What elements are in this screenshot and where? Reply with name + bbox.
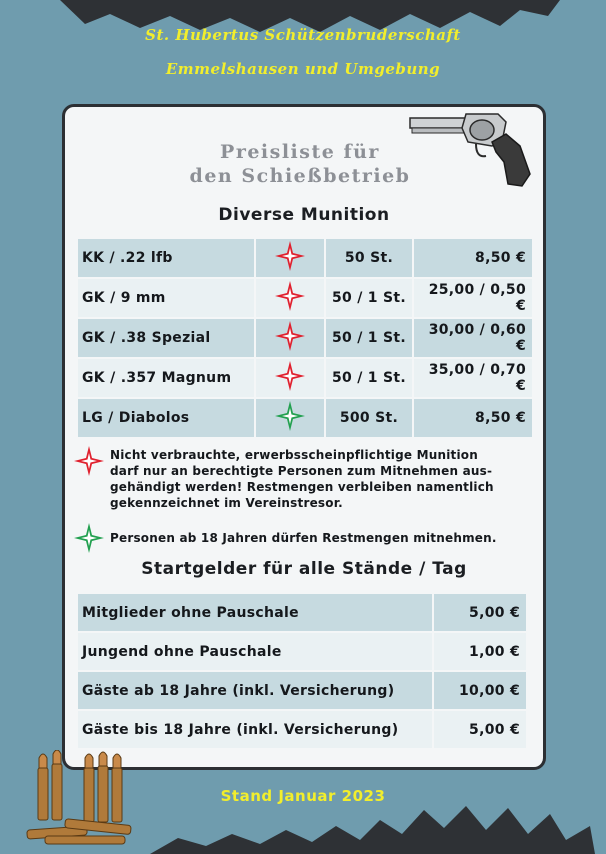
table-row [78, 594, 526, 631]
title-line-1: Preisliste für [220, 141, 380, 163]
munition-price: 30,00 / 0,60 € [414, 319, 532, 357]
fee-price: 5,00 € [434, 594, 526, 631]
startgelder-heading: Startgelder für alle Stände / Tag [141, 559, 467, 579]
munition-name: KK / .22 lfb [78, 239, 254, 277]
note-line: Nicht verbrauchte, erwerbsscheinpflichtige Munition [110, 448, 478, 462]
fee-price: 10,00 € [434, 672, 526, 709]
munition-quantity: 50 / 1 St. [326, 359, 412, 397]
fee-category: Gäste ab 18 Jahre (inkl. Versicherung) [78, 672, 432, 709]
munition-price: 8,50 € [414, 239, 532, 277]
red-star-icon [72, 444, 106, 478]
munition-heading: Diverse Munition [218, 205, 390, 225]
table-row [78, 633, 526, 670]
munition-name: GK / .357 Magnum [78, 359, 254, 397]
red-star-icon [273, 239, 307, 273]
table-row [78, 399, 532, 437]
star-icon-cell [256, 319, 324, 357]
munition-quantity: 50 / 1 St. [326, 279, 412, 317]
startgelder-table [76, 592, 528, 750]
note-line: darf nur an berechtigte Personen zum Mitnehmen aus- [110, 464, 493, 478]
fee-price: 1,00 € [434, 633, 526, 670]
table-row [78, 319, 532, 357]
green-star-icon [273, 399, 307, 433]
note-line: gehändigt werden! Restmengen verbleiben namentlich [110, 480, 494, 494]
table-row [78, 239, 532, 277]
title-line-2: den Schießbetrieb [189, 165, 411, 187]
club-name: St. Hubertus Schützenbruderschaft [145, 26, 461, 44]
munition-quantity: 50 St. [326, 239, 412, 277]
stand-date: Stand Januar 2023 [220, 787, 386, 805]
munition-quantity: 500 St. [326, 399, 412, 437]
munition-name: GK / .38 Spezial [78, 319, 254, 357]
table-row [78, 711, 526, 748]
fee-price: 5,00 € [434, 711, 526, 748]
munition-price: 25,00 / 0,50 € [414, 279, 532, 317]
munition-name: LG / Diabolos [78, 399, 254, 437]
star-icon-cell [256, 239, 324, 277]
club-location: Emmelshausen und Umgebung [165, 60, 441, 78]
munition-price: 35,00 / 0,70 € [414, 359, 532, 397]
green-star-note: Personen ab 18 Jahren dürfen Restmengen mitnehmen. [110, 531, 497, 545]
fee-category: Mitglieder ohne Pauschale [78, 594, 432, 631]
table-row [78, 359, 532, 397]
munition-name: GK / 9 mm [78, 279, 254, 317]
star-icon-cell [256, 359, 324, 397]
star-icon-cell [256, 279, 324, 317]
red-star-icon [273, 279, 307, 313]
green-star-icon [72, 521, 106, 555]
table-row [78, 672, 526, 709]
red-star-icon [273, 359, 307, 393]
munition-price: 8,50 € [414, 399, 532, 437]
munition-table [76, 237, 534, 439]
munition-quantity: 50 / 1 St. [326, 319, 412, 357]
red-star-icon [273, 319, 307, 353]
star-icon-cell [256, 399, 324, 437]
table-row [78, 279, 532, 317]
red-star-note [110, 447, 530, 511]
note-line: gekennzeichnet im Vereinstresor. [110, 496, 343, 510]
fee-category: Gäste bis 18 Jahre (inkl. Versicherung) [78, 711, 432, 748]
fee-category: Jungend ohne Pauschale [78, 633, 432, 670]
